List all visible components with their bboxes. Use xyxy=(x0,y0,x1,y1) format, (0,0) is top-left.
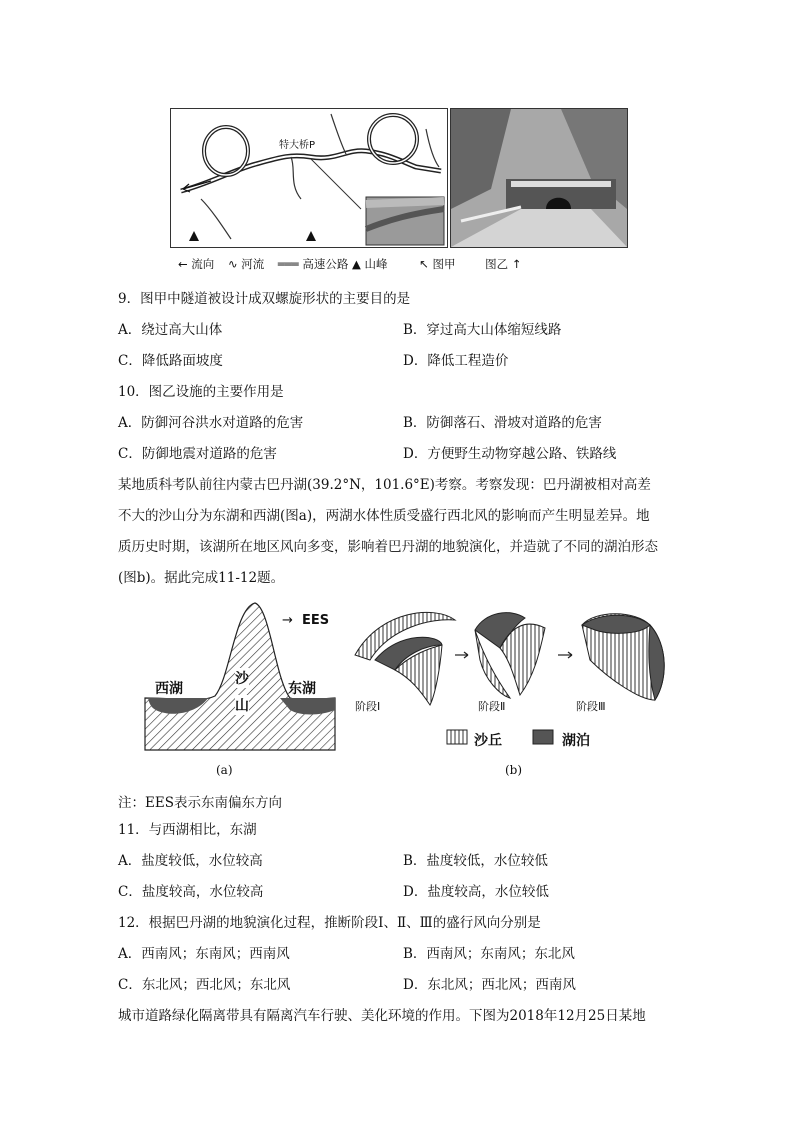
q10-option-a: A．防御河谷洪水对道路的危害 xyxy=(118,415,304,431)
map-drawing xyxy=(171,109,447,247)
stage-3-label: 阶段Ⅲ xyxy=(576,700,606,713)
q10-option-b: B．防御落石、滑坡对道路的危害 xyxy=(403,415,602,431)
legend-fig-yi: 图乙 xyxy=(485,257,509,271)
legend-peak: 山峰 xyxy=(364,257,388,271)
q11-option-a: A．盐度较低，水位较高 xyxy=(118,853,263,869)
q12-option-a: A．西南风；东南风；西南风 xyxy=(118,946,290,962)
sand-label-1: 沙 xyxy=(235,668,249,688)
sand-label-2: 山 xyxy=(235,695,249,715)
q12-stem: 12．根据巴丹湖的地貌演化过程，推断阶段Ⅰ、Ⅱ、Ⅲ的盛行风向分别是 xyxy=(118,915,541,931)
q10-stem: 10．图乙设施的主要作用是 xyxy=(118,384,284,400)
q9-option-b: B．穿过高大山体缩短线路 xyxy=(403,322,562,338)
figure-jia-map xyxy=(170,108,448,248)
arrow-up-icon: ↑ xyxy=(511,257,522,271)
legend-lake-label: 湖泊 xyxy=(562,733,590,749)
peak-icon xyxy=(306,231,316,241)
arrow-nw-icon: ↖ xyxy=(419,257,429,271)
passage-line-4: (图b)。据此完成11-12题。 xyxy=(118,570,285,586)
legend-highway: 高速公路 xyxy=(302,257,349,271)
figure-b-drawing xyxy=(350,600,680,758)
east-lake-label: 东湖 xyxy=(288,681,316,697)
q12-option-c: C．东北风；西北风；东北风 xyxy=(118,977,291,993)
figure-b-caption: (b) xyxy=(505,763,523,777)
dune-swatch xyxy=(447,730,467,744)
ees-label: EES xyxy=(302,613,330,628)
q12-option-b: B．西南风；东南风；东北风 xyxy=(403,946,575,962)
figure-a xyxy=(140,598,340,758)
q11-stem: 11．与西湖相比，东湖 xyxy=(118,822,257,838)
stage-1-label: 阶段Ⅰ xyxy=(355,700,381,713)
q11-option-b: B．盐度较低，水位较低 xyxy=(403,853,548,869)
legend-fig-jia: 图甲 xyxy=(432,257,456,271)
figure-legend xyxy=(178,256,521,272)
peak-icon xyxy=(189,231,199,241)
river-icon: ∿ xyxy=(227,257,238,271)
q11-option-c: C．盐度较高，水位较高 xyxy=(118,884,264,900)
legend-flow: 流向 xyxy=(191,257,215,271)
q9-option-d: D．降低工程造价 xyxy=(403,353,509,369)
q9-option-c: C．降低路面坡度 xyxy=(118,353,223,369)
figure-a-caption: (a) xyxy=(216,763,233,777)
flow-arrow-icon: ← xyxy=(178,257,188,271)
passage-line-3: 质历史时期，该湖所在地区风向多变，影响着巴丹湖的地貌演化，并造就了不同的湖泊形态 xyxy=(118,539,658,555)
bridge-label: 特大桥P xyxy=(279,140,316,151)
stage-2-label: 阶段Ⅱ xyxy=(478,700,506,713)
figure-b xyxy=(350,600,680,758)
q12-option-d: D．东北风；西北风；西南风 xyxy=(403,977,576,993)
passage-line-1: 某地质科考队前往内蒙古巴丹湖(39.2°N，101.6°E)考察。考察发现：巴丹湖被相对高差 xyxy=(118,477,651,493)
west-lake-label: 西湖 xyxy=(155,681,183,697)
q9-stem: 9．图甲中隧道被设计成双螺旋形状的主要目的是 xyxy=(118,291,411,307)
ees-arrow-icon: → xyxy=(282,613,293,628)
legend-dune-label: 沙丘 xyxy=(474,733,502,749)
passage-line-2: 不大的沙山分为东湖和西湖(图a)，两湖水体性质受盛行西北风的影响而产生明显差异。地 xyxy=(118,508,650,524)
figure-yi-photo xyxy=(450,108,628,248)
next-passage-line: 城市道路绿化隔离带具有隔离汽车行驶、美化环境的作用。下图为2018年12月25日某地 xyxy=(118,1008,646,1024)
legend-river: 河流 xyxy=(241,257,265,271)
lake-swatch xyxy=(533,730,553,744)
q10-option-c: C．防御地震对道路的危害 xyxy=(118,446,277,462)
peak-legend-icon: ▲ xyxy=(352,257,361,271)
q9-option-a: A．绕过高大山体 xyxy=(118,322,223,338)
q10-option-d: D．方便野生动物穿越公路、铁路线 xyxy=(403,446,617,462)
figure-note: 注：EES表示东南偏东方向 xyxy=(118,795,282,811)
tunnel-photo xyxy=(451,109,627,247)
q11-option-d: D．盐度较高，水位较低 xyxy=(403,884,549,900)
highway-icon: ═══ xyxy=(277,257,299,271)
